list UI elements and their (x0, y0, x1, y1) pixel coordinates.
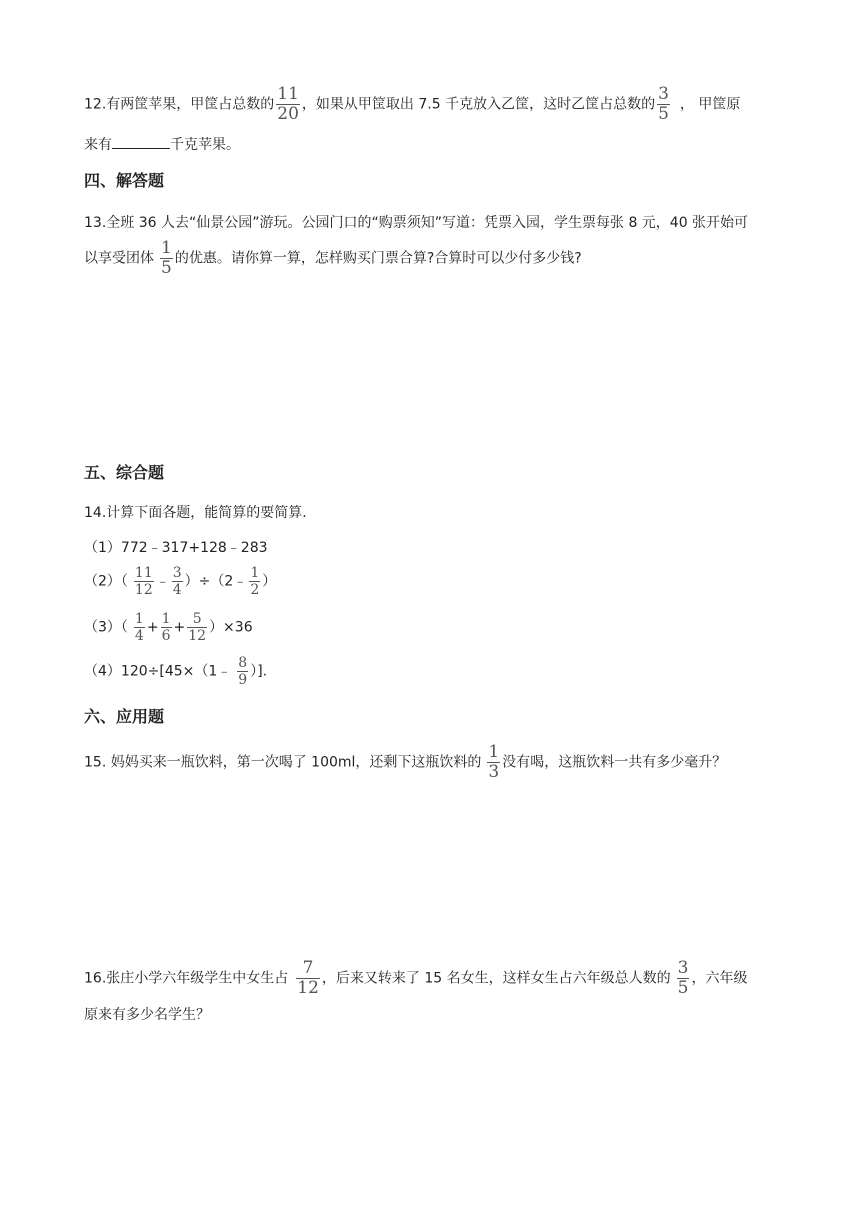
q16-text-a: 16.张庄小学六年级学生中女生占 (84, 970, 289, 987)
section-heading-6: 六、应用题 (84, 707, 165, 726)
q12-text-a: 12.有两筐苹果，甲筐占总数的 (84, 96, 275, 113)
q14-p4-fraction: $\frac{8}{9}$ (238, 655, 248, 688)
q14-p4-text-a: （4）120÷[45×（1﹣ (84, 663, 232, 680)
q14-p3-text-a: （3）（ (84, 619, 128, 636)
q12-fraction-2: $\frac{3}{5}$ (658, 84, 669, 124)
q14-part-1: （1）772﹣317+128﹣283 (84, 540, 268, 556)
q14-p2-fraction-2: $\frac{3}{4}$ (172, 565, 182, 598)
q15-line (84, 744, 726, 781)
q15-text-b: 没有喝，这瓶饮料一共有多少毫升？ (502, 754, 727, 771)
q12-text-e: 千克苹果。 (170, 137, 240, 153)
q15-text-a: 15. 妈妈买来一瓶饮料，第一次喝了 100ml，还剩下这瓶饮料的 (84, 754, 482, 771)
q14-p2-minus: ﹣ (155, 573, 170, 590)
q12-line1 (84, 86, 740, 123)
q14-part-3 (84, 612, 253, 643)
q13-fraction: $\frac{1}{5}$ (161, 238, 172, 278)
q15-fraction: $\frac{1}{3}$ (488, 742, 500, 782)
q14-part-4 (84, 656, 267, 687)
q12-line2 (84, 134, 240, 154)
q13-text-c: 的优惠。请你算一算，怎样购买门票合算?合算时可以少付多少钱? (174, 250, 582, 267)
q16-line1 (84, 960, 747, 997)
q14-title: 14.计算下面各题，能简算的要简算. (84, 505, 307, 521)
q12-answer-blank[interactable] (112, 136, 170, 149)
q14-p2-text-b: ）÷（2﹣ (184, 573, 248, 590)
q13-text-b: 以享受团体 (84, 250, 154, 267)
q14-p3-fraction-3: $\frac{5}{12}$ (188, 611, 207, 644)
q14-p4-text-b: ）]. (250, 663, 268, 680)
section-heading-4: 四、解答题 (84, 171, 165, 190)
q14-p2-text-c: ） (262, 573, 277, 590)
q14-p3-text-b: ）×36 (209, 619, 253, 636)
q14-p2-text-a: （2）（ (84, 573, 128, 590)
q16-text-c: ，六年级 (691, 970, 748, 987)
q16-text-b: ，后来又转来了 15 名女生，这样女生占六年级总人数的 (321, 970, 671, 987)
q14-part-2 (84, 566, 276, 597)
q12-text-d: 来有 (84, 137, 112, 153)
q14-p3-plus-1: + (146, 619, 159, 636)
q14-p3-fraction-1: $\frac{1}{4}$ (134, 611, 144, 644)
q13-line2 (84, 240, 582, 277)
section-heading-5: 五、综合题 (84, 463, 165, 482)
q14-p2-fraction-1: $\frac{11}{12}$ (134, 565, 153, 598)
q14-p2-fraction-3: $\frac{1}{2}$ (250, 565, 260, 598)
q12-text-b: ，如果从甲筐取出 7.5 千克放入乙筐，这时乙筐占总数的 (301, 96, 656, 113)
q16-line2: 原来有多少名学生？ (84, 1007, 210, 1023)
q12-fraction-1: $\frac{11}{20}$ (277, 84, 299, 124)
q12-text-c: ， 甲筐原 (679, 96, 741, 113)
q16-fraction-2: $\frac{3}{5}$ (677, 958, 689, 998)
q16-fraction-1: $\frac{7}{12}$ (297, 958, 319, 998)
q14-p3-plus-2: + (173, 619, 186, 636)
q14-p3-fraction-2: $\frac{1}{6}$ (161, 611, 171, 644)
q13-line1: 13.全班 36 人去“仙景公园”游玩。公园门口的“购票须知”写道：凭票入园，学生票每张 8 元，40 张开始可 (84, 215, 749, 231)
